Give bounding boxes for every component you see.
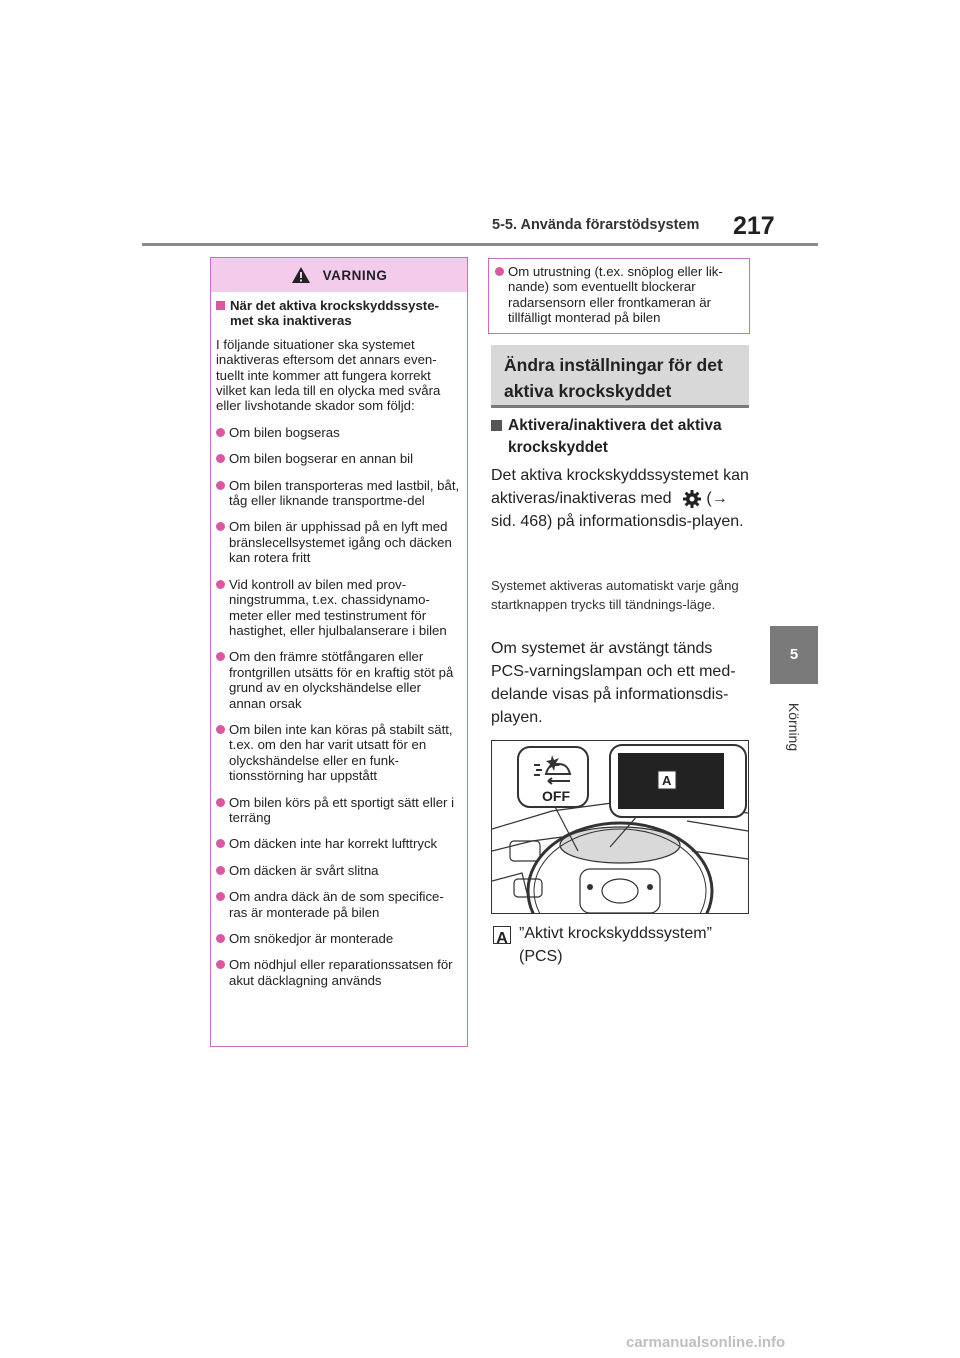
chapter-label <box>771 692 817 762</box>
list-item-text: Om andra däck än de som specifice-ras är monterade på bilen <box>229 889 444 920</box>
list-item <box>216 795 461 826</box>
bullet-dot-icon <box>216 481 225 490</box>
list-item-text: Om bilen bogseras <box>229 424 340 440</box>
off-label: OFF <box>542 788 570 804</box>
list-item-text: Vid kontroll av bilen med prov-ningstrumma, t.ex. chassidynamo-meter eller med testinstrument för hastighet, eller hjulbalanserare i bilen <box>229 576 447 638</box>
warning-title: VARNING <box>322 267 388 283</box>
footer-watermark: carmanualsonline.info <box>626 1334 786 1351</box>
bullet-dot-icon <box>216 725 225 734</box>
bullet-dot-icon <box>216 892 225 901</box>
chapter-tab: 5 <box>770 626 818 684</box>
list-item-text: Om däcken är svårt slitna <box>229 862 379 878</box>
list-item-text: Om bilen transporteras med lastbil, båt, tåg eller liknande transportme-del <box>229 477 460 509</box>
section-header: 5-5. Använda förarstödsystem <box>492 217 700 233</box>
list-item <box>495 264 743 326</box>
paragraph-settings-text: Det aktiva krockskyddssystemet kan aktiveras/inaktiveras med <box>491 467 749 507</box>
list-item <box>216 425 461 440</box>
bullet-dot-icon <box>216 522 225 531</box>
paragraph-off-state: Om systemet är avstängt tänds PCS-varningslampan och ett med-delande visas på informationsdis-playen. <box>491 640 736 726</box>
bullet-dot-icon <box>216 652 225 661</box>
list-item <box>216 931 461 946</box>
warning-body <box>211 292 467 988</box>
list-item-text: Om bilen inte kan köras på stabilt sätt, t.ex. om den har varit utsatt för en olyckshändelse eller en funk-tionsstörning har uppstått <box>229 721 453 784</box>
list-item <box>216 722 461 784</box>
square-bullet-icon <box>491 420 502 431</box>
square-bullet-icon <box>216 301 225 310</box>
bullet-dot-icon <box>216 934 225 943</box>
figure-caption <box>493 922 755 968</box>
bullet-dot-icon <box>216 798 225 807</box>
callout-letter: A <box>662 773 672 788</box>
list-item <box>216 836 461 851</box>
list-item-text: Om nödhjul eller reparationssatsen för akut däcklagning används <box>229 957 453 988</box>
list-item <box>216 863 461 878</box>
caption-letter: A <box>493 926 511 944</box>
chapter-label-text: Körning <box>786 702 802 752</box>
list-item-text: Om utrustning (t.ex. snöplog eller lik-nande) som eventuellt blockerar radarsensorn eller frontkameran är tillfälligt monterad på bilen <box>508 264 723 326</box>
warning-continued-box <box>488 258 750 334</box>
list-item-text: Om däcken inte har korrekt lufttryck <box>229 836 438 852</box>
page-number: 217 <box>733 212 775 240</box>
header-rule <box>142 243 818 246</box>
warning-box <box>210 257 468 1047</box>
list-item <box>216 478 461 509</box>
bullet-dot-icon <box>216 580 225 589</box>
bullet-dot-icon <box>216 428 225 437</box>
warning-header <box>211 258 467 292</box>
section-title-box <box>491 345 749 408</box>
list-item <box>216 577 461 639</box>
bullet-dot-icon <box>495 267 504 276</box>
bullet-dot-icon <box>216 960 225 969</box>
list-item-text: Om bilen körs på ett sportigt sätt eller i terräng <box>229 794 455 825</box>
dashboard-illustration <box>491 740 749 914</box>
list-item-text: Om den främre stötfångaren eller frontgrillen utsätts för en kraftig stöt på grund av en olyckshändelse eller annan orsak <box>229 649 454 711</box>
paragraph-settings-text-2: (→ sid. 468) på informationsdis-playen. <box>491 490 744 530</box>
list-item-text: Om bilen är upphissad på en lyft med bränslecellsystemet igång och däcken kan rotera fritt <box>229 519 452 566</box>
bullet-dot-icon <box>216 839 225 848</box>
list-item <box>216 519 461 565</box>
list-item-text: Om bilen bogserar en annan bil <box>229 451 414 467</box>
list-item <box>216 889 461 920</box>
paragraph-auto: Systemet aktiveras automatiskt varje gång startknappen trycks till tändnings-läge. <box>491 578 739 612</box>
warning-subheading-text: När det aktiva krockskyddssyste-met ska inaktiveras <box>230 298 439 329</box>
list-item <box>216 649 461 711</box>
bullet-dot-icon <box>216 454 225 463</box>
warning-triangle-icon <box>291 266 311 284</box>
paragraph-settings <box>491 464 753 533</box>
subheading <box>491 415 753 459</box>
list-item-text: Om snökedjor är monterade <box>229 931 394 946</box>
dashboard-drawing <box>492 741 748 913</box>
warning-subheading <box>216 298 461 329</box>
list-item <box>216 957 461 988</box>
caption-text: ”Aktivt krockskyddssystem” (PCS) <box>519 925 712 965</box>
section-title: Ändra inställningar för det aktiva krockskyddet <box>504 355 723 401</box>
bullet-dot-icon <box>216 866 225 875</box>
gear-icon <box>682 489 702 509</box>
list-item <box>216 451 461 466</box>
subheading-text: Aktivera/inaktivera det aktiva krockskyddet <box>508 417 722 456</box>
warning-intro: I följande situationer ska systemet inaktiveras eftersom det annars even-tuellt inte kommer att fungera korrekt vilket kan leda till en olycka med svåra eller livshotande skador som följd: <box>216 336 441 414</box>
